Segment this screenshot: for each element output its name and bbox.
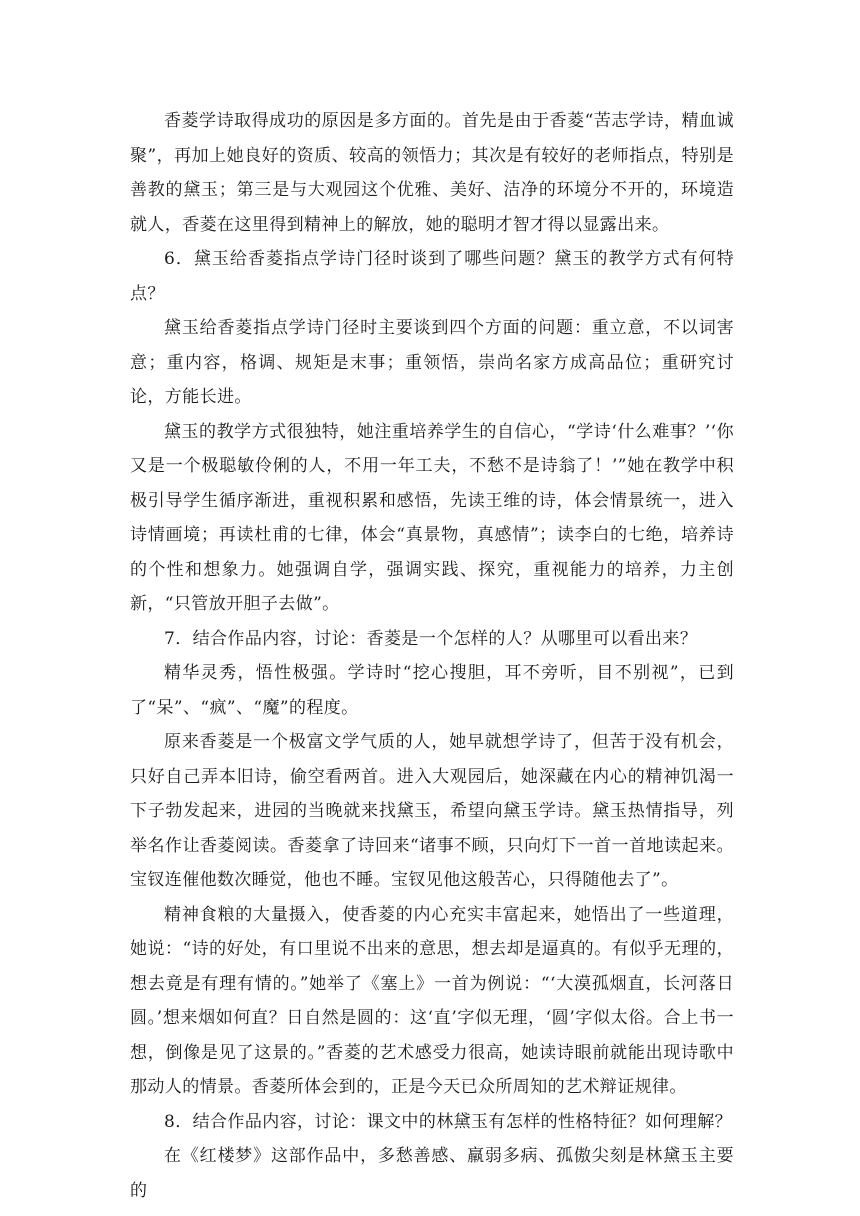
answer-7-insight: 精神食粮的大量摄入，使香菱的内心充实丰富起来，她悟出了一些道理，她说：“诗的好处，有口里说不出来的意思，想去却是逼真的。有似乎无理的，想去竟是有理有情的。”她举了《塞上》一首为例说：“‘大漠孤烟直，长河落日圆。’想来烟如何直？日自然是圆的：这‘直’字似无理，‘圆’字似太俗。合上书一想，倒像是见了这景的。”香菱的艺术感受力很高，她读诗眼前就能出现诗歌中那动人的情景。香菱所体会到的，正是今天已众所周知的艺术辩证规律。 [130, 904, 734, 1097]
answer-6-topics: 黛玉给香菱指点学诗门径时主要谈到四个方面的问题：重立意，不以词害意；重内容，格调、规矩是末事；重领悟，崇尚名家方成高品位；重研究讨论，方能长进。 [130, 318, 734, 407]
question-7: 7．结合作品内容，讨论：香菱是一个怎样的人？从哪里可以看出来？ [164, 628, 698, 649]
question-8: 8．结合作品内容，讨论：课文中的林黛玉有怎样的性格特征？如何理解？ [164, 1111, 733, 1132]
answer-6-teaching-style: 黛玉的教学方式很独特，她注重培养学生的自信心，“学诗‘什么难事？’‘你又是一个极聪敏伶俐的人，不用一年工夫，不愁不是诗翁了！’”她在教学中积极引导学生循序渐进，重视积累和感悟，先读王维的诗，体会情景统一，进入诗情画境；再读杜甫的七律，体会“真景物，真感情”；读李白的七绝，培养诗的个性和想象力。她强调自学，强调实践、探究，重视能力的培养，力主创新，“只管放开胆子去做”。 [130, 421, 734, 614]
answer-8-start: 在《红楼梦》这部作品中，多愁善感、羸弱多病、孤傲尖刻是林黛玉主要的 [130, 1146, 734, 1201]
answer-7-summary: 精华灵秀，悟性极强。学诗时“挖心搜胆，耳不旁听，目不别视”，已到了“呆”、“疯”、“魔”的程度。 [130, 663, 734, 718]
paragraph-success-reasons: 香菱学诗取得成功的原因是多方面的。首先是由于香菱“苦志学诗，精血诚聚”，再加上她良好的资质、较高的领悟力；其次是有较好的老师指点，特别是善教的黛玉；第三是与大观园这个优雅、美好、洁净的环境分不开的，环境造就人，香菱在这里得到精神上的解放，她的聪明才智才得以显露出来。 [130, 111, 734, 235]
answer-7-background: 原来香菱是一个极富文学气质的人，她早就想学诗了，但苦于没有机会，只好自己弄本旧诗，偷空看两首。进入大观园后，她深藏在内心的精神饥渴一下子勃发起来，进园的当晚就来找黛玉，希望向黛玉学诗。黛玉热情指导，列举名作让香菱阅读。香菱拿了诗回来“诸事不顾，只向灯下一首一首地读起来。宝钗连催他数次睡觉，他也不睡。宝钗见他这般苦心，只得随他去了”。 [130, 732, 734, 890]
document-body [130, 104, 734, 1208]
question-6: 6．黛玉给香菱指点学诗门径时谈到了哪些问题？黛玉的教学方式有何特点？ [130, 249, 734, 304]
